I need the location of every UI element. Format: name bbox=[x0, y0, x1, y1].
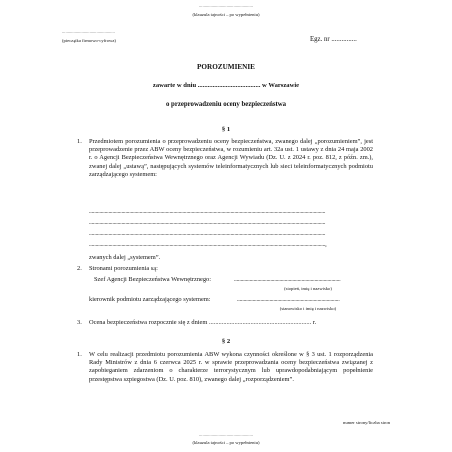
company-stamp-dots: .............................................. bbox=[62, 29, 115, 34]
top-classification-dots: ............................................... bbox=[199, 3, 253, 8]
system-line-3[interactable]: ...................................................................................................................................................................................... bbox=[89, 230, 326, 237]
party-abw-label: Szef Agencji Bezpieczeństwa Wewnętrznego: bbox=[94, 276, 212, 283]
section-1-item-3-text: Ocena bezpieczeństwa rozpocznie się z dniem ................................................................ r. bbox=[89, 319, 317, 326]
party-abw-caption: (stopień, imię i nazwisko) bbox=[284, 286, 332, 291]
section-1-item-3-number: 3. bbox=[77, 319, 82, 326]
section-2-item-1-text: W celu realizacji przedmiotu porozumienia ABW wykona czynności określone w § 3 ust. 1 rozporządzenia Rady Ministrów z dnia 6 czerwca 2025 r. w sprawie przeprowadzania oceny bezpieczeństwa związanej z zapobieganiem zdarzeniom o charakterze terrorystycznym lub uprawdopodabniającym popełnienie przestępstwa szpiegostwa (Dz. U. poz. 810), zwanego dalej „rozporządzeniem”. bbox=[89, 351, 373, 383]
system-called-text: zwanych dalej „systemem”. bbox=[89, 254, 161, 261]
bottom-classification-caption: (klauzula tajności – po wypełnieniu) bbox=[192, 440, 260, 445]
system-line-1[interactable]: ...................................................................................................................................................................................... bbox=[89, 208, 326, 215]
party-abw-field[interactable]: .................................................................................. bbox=[234, 276, 341, 283]
document-title: POROZUMIENIE bbox=[197, 63, 255, 71]
concluded-date-line: zawarte w dniu ...................................... w Warszawie bbox=[152, 82, 300, 89]
top-classification-caption: (klauzula tajności – po wypełnieniu) bbox=[192, 12, 260, 17]
page-number-label: numer strony/liczba stron bbox=[343, 420, 390, 425]
section-1-item-1-text: Przedmiotem porozumienia o przeprowadzeniu oceny bezpieczeństwa, zwanego dalej „porozumieniem”, jest przeprowadzenie przez ABW oceny bezpieczeństwa, w rozumieniu art. 32a ust. 1 ustawy z dnia 24 maja 2002 r. o Agencji Bezpieczeństwa Wewnętrznego oraz Agencji Wywiadu (Dz. U. z 2024 r. poz. 812, z późn. zm.), zwanej dalej „ustawą”, następujących systemów teleinformatycznych lub sieci teleinformatycznych podmiotu zarządzającego systemem: bbox=[89, 138, 373, 178]
system-line-4[interactable]: ......................................................................................................................................................................................, bbox=[89, 241, 327, 248]
section-1-heading: § 1 bbox=[221, 126, 231, 133]
party-manager-label: kierownik podmiotu zarządzającego systemem: bbox=[89, 296, 211, 303]
bottom-classification-dots: ............................................... bbox=[199, 432, 253, 437]
party-manager-field[interactable]: ............................................................................... bbox=[237, 296, 340, 303]
section-2-heading: § 2 bbox=[221, 338, 231, 345]
section-1-item-2-number: 2. bbox=[77, 265, 82, 272]
section-1-item-2-text: Stronami porozumienia są: bbox=[89, 265, 158, 272]
section-1-item-1-number: 1. bbox=[77, 138, 82, 145]
document-subject: o przeprowadzeniu oceny bezpieczeństwa bbox=[165, 101, 287, 108]
copy-number-label: Egz. nr ............... bbox=[310, 36, 357, 43]
system-line-2[interactable]: ...................................................................................................................................................................................... bbox=[89, 219, 326, 226]
party-manager-caption: (stanowisko i imię i nazwisko) bbox=[279, 306, 337, 311]
section-2-item-1-number: 1. bbox=[77, 351, 82, 358]
company-stamp-caption: (pieczątka firmowo-cyfrowa) bbox=[62, 38, 116, 43]
